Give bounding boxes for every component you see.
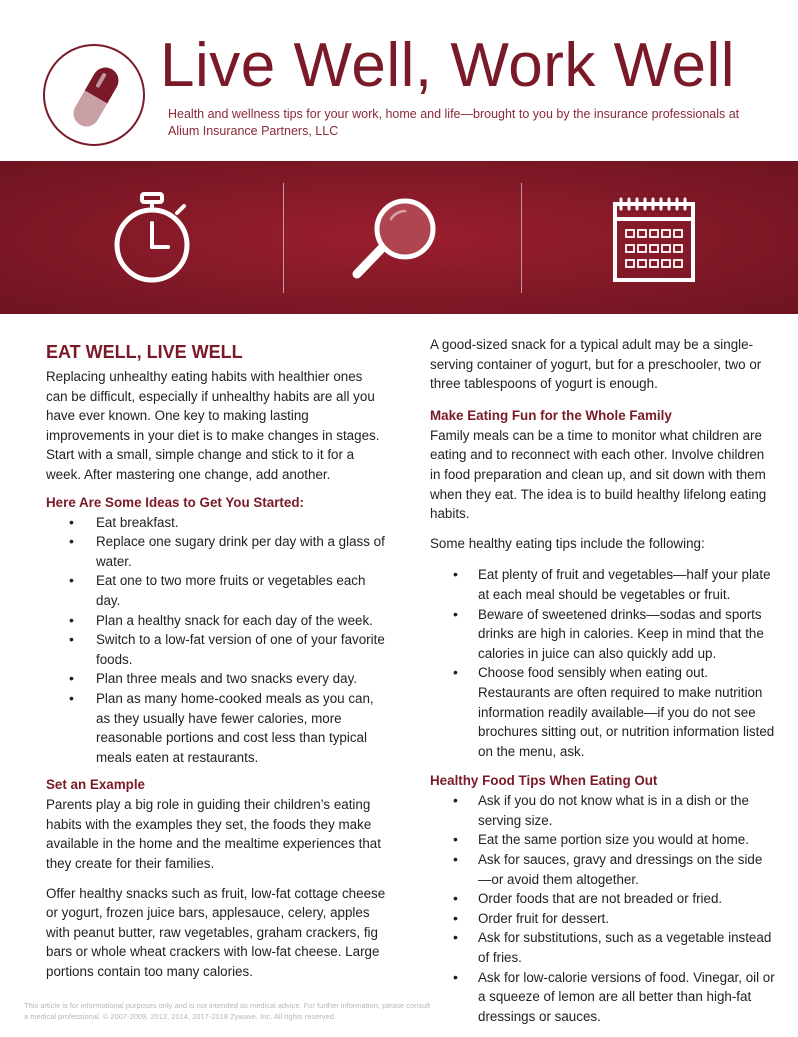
list-item: • Order foods that are not breaded or fried. (430, 889, 775, 909)
snack-paragraph: A good-sized snack for a typical adult may be a single-serving container of yogurt, but for a preschooler, two or three tablespoons of yogurt is enough. (430, 337, 762, 392)
list-item: • Plan as many home-cooked meals as you can, as they usually have fewer calories, more reasonable portions and cost less than typical meals eaten at restaurants. (46, 689, 386, 767)
snacks-paragraph: Offer healthy snacks such as fruit, low-fat cottage cheese or yogurt, frozen juice bars, applesauce, celery, apples with peanut butter, raw vegetables, graham crackers, fig bars or whole wheat crackers with low-fat cheese. Large portions contain too many calories. (46, 885, 386, 980)
list-item: • Beware of sweetened drinks—sodas and sports drinks are high in calories. Keep in mind that the calories in juice can also quickly add up. (430, 605, 775, 664)
eating-out-heading: Healthy Food Tips When Eating Out (430, 773, 658, 789)
list-item: • Ask for substitutions, such as a vegetable instead of fries. (430, 928, 775, 967)
pill-capsule-icon (45, 46, 147, 148)
tips-intro: Some healthy eating tips include the following: (430, 535, 705, 551)
list-item: • Eat plenty of fruit and vegetables—half your plate at each meal should be vegetables or fruit. (430, 565, 775, 604)
page-subtitle: Health and wellness tips for your work, home and life—brought to you by the insurance professionals at Alium Insurance Partners, LLC (168, 107, 740, 138)
header (0, 0, 798, 160)
list-item: • Eat the same portion size you would at home. (430, 830, 775, 850)
list-item: • Order fruit for dessert. (430, 909, 775, 929)
list-item: • Ask for low-calorie versions of food. Vinegar, oil or a squeeze of lemon are all better than high-fat dressings or sauces. (430, 968, 775, 1027)
left-column (46, 335, 386, 982)
section-heading: EAT WELL, LIVE WELL (46, 342, 243, 362)
icon-banner (0, 161, 798, 314)
fun-heading: Make Eating Fun for the Whole Family (430, 407, 672, 423)
page-title: Live Well, Work Well (160, 31, 736, 100)
intro-paragraph: Replacing unhealthy eating habits with healthier ones can be difficult, especially if unhealthy habits are all you have ever known. One key to making lasting improvements in your diet is to make changes in stages. Start with a small, simple change and stick to it for a week. After mastering one change, add another. (46, 369, 380, 482)
list-item: • Choose food sensibly when eating out. Restaurants are often required to make nutrition information readily available—if you do not see brochures sitting out, or nutrition information listed on the menu, ask. (430, 663, 775, 761)
eating-out-list (430, 791, 775, 1026)
fun-paragraph: Family meals can be a time to monitor what children are eating and to reconnect with each other. Involve children in food preparation and clean up, and sit down with them when they eat. The idea is to build healthy lifelong eating habits. (430, 427, 767, 522)
list-item: • Plan a healthy snack for each day of the week. (46, 611, 386, 631)
list-item: • Switch to a low-fat version of one of your favorite foods. (46, 630, 386, 669)
magnifying-glass-icon (345, 161, 445, 314)
list-item: • Plan three meals and two snacks every day. (46, 669, 386, 689)
example-paragraph: Parents play a big role in guiding their children’s eating habits with the examples they set, the foods they make available in the home and the mealtime experiences that they create for their families. (46, 797, 381, 872)
logo (43, 44, 145, 146)
right-column (430, 335, 775, 1026)
list-item: • Ask for sauces, gravy and dressings on the side—or avoid them altogether. (430, 850, 775, 889)
banner-divider (283, 183, 284, 293)
ideas-heading: Here Are Some Ideas to Get You Started: (46, 494, 304, 510)
footer-disclaimer: This article is for informational purposes only and is not intended as medical advice. For further information, please consult a medical professional. © 2007-2009, 2012, 2014, 2017-2018 Zywave, Inc. All rights reserved. (24, 1001, 431, 1021)
tips-list (430, 565, 775, 761)
example-heading: Set an Example (46, 777, 145, 793)
ideas-list (46, 513, 386, 768)
list-item: • Eat breakfast. (46, 513, 386, 533)
list-item: • Replace one sugary drink per day with a glass of water. (46, 532, 386, 571)
stopwatch-icon (102, 161, 202, 314)
list-item: • Ask if you do not know what is in a dish or the serving size. (430, 791, 775, 830)
banner-divider (521, 183, 522, 293)
calendar-icon (605, 161, 705, 314)
list-item: • Eat one to two more fruits or vegetables each day. (46, 571, 386, 610)
